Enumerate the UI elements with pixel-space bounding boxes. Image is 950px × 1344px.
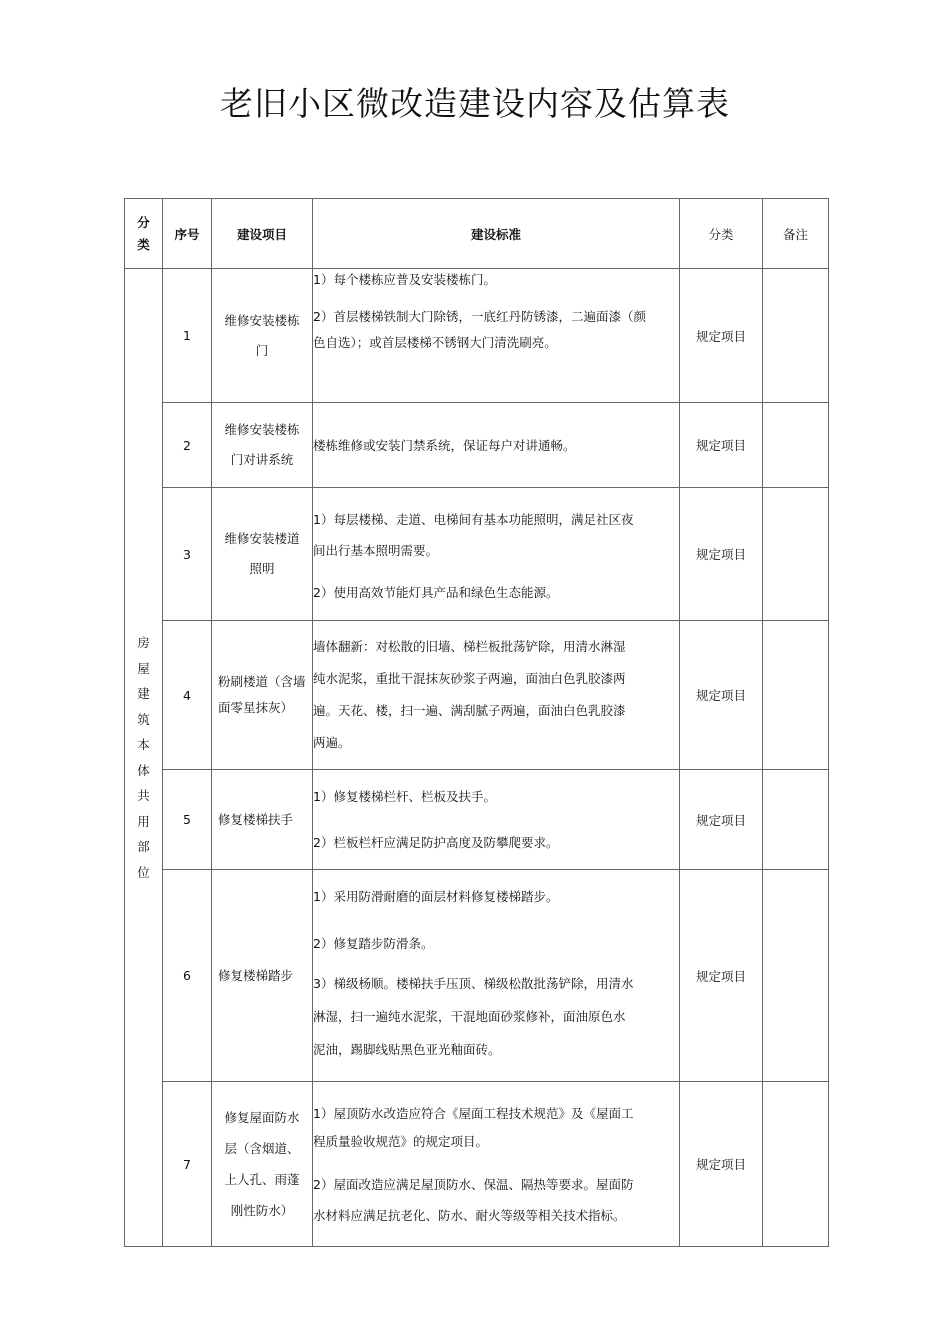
page-title: 老旧小区微改造建设内容及估算表 (220, 84, 730, 123)
remark-cell (763, 770, 829, 870)
category-group-cell (125, 269, 163, 1247)
item-cell: 修复楼梯扶手 (212, 770, 313, 870)
header-row (125, 199, 829, 269)
seq-cell: 3 (163, 488, 212, 621)
item-cell: 维修安装楼道 照明 (212, 488, 313, 621)
table-row (125, 621, 829, 770)
estimate-table (124, 198, 829, 1247)
standard-cell: 1）每个楼栋应普及安装楼栋门。 2）首层楼梯铁制大门除锈，一底红丹防锈漆，二遍面漆（颜 色自选）；或首层楼梯不锈钢大门清洗刷亮。 (313, 269, 680, 403)
header-seq: 序号 (163, 199, 212, 269)
type-cell: 规定项目 (680, 488, 763, 621)
table-row (125, 770, 829, 870)
remark-cell (763, 1082, 829, 1247)
item-cell: 修复屋面防水 层（含烟道、 上人孔、雨蓬 刚性防水） (212, 1082, 313, 1247)
type-cell: 规定项目 (680, 269, 763, 403)
seq-cell: 7 (163, 1082, 212, 1247)
standard-cell: 墙体翻新：对松散的旧墙、梯栏板批荡铲除，用清水淋湿 纯水泥浆，重批干混抹灰砂浆子两遍，面油白色乳胶漆两 遍。天花、楼，扫一遍、满刮腻子两遍，面油白色乳胶漆 两遍。 (313, 621, 680, 770)
type-cell: 规定项目 (680, 1082, 763, 1247)
remark-cell (763, 269, 829, 403)
remark-cell (763, 488, 829, 621)
header-type: 分类 (680, 199, 763, 269)
remark-cell (763, 403, 829, 488)
item-cell: 维修安装楼栋 门对讲系统 (212, 403, 313, 488)
seq-cell: 6 (163, 870, 212, 1082)
item-cell: 修复楼梯踏步 (212, 870, 313, 1082)
item-cell: 粉刷楼道（含墙 面零星抹灰） (212, 621, 313, 770)
table-row (125, 403, 829, 488)
standard-cell: 楼栋维修或安装门禁系统，保证每户对讲通畅。 (313, 403, 680, 488)
seq-cell: 4 (163, 621, 212, 770)
standard-cell: 1）屋顶防水改造应符合《屋面工程技术规范》及《屋面工 程质量验收规范》的规定项目。 2）屋面改造应满足屋顶防水、保温、隔热等要求。屋面防 水材料应满足抗老化、防水、耐火等级等相关技术指标。 (313, 1082, 680, 1247)
type-cell: 规定项目 (680, 621, 763, 770)
seq-cell: 1 (163, 269, 212, 403)
remark-cell (763, 870, 829, 1082)
standard-cell: 1）每层楼梯、走道、电梯间有基本功能照明，满足社区夜 间出行基本照明需要。 2）使用高效节能灯具产品和绿色生态能源。 (313, 488, 680, 621)
item-cell: 维修安装楼栋 门 (212, 269, 313, 403)
standard-cell: 1）修复楼梯栏杆、栏板及扶手。 2）栏板栏杆应满足防护高度及防攀爬要求。 (313, 770, 680, 870)
header-remark: 备注 (763, 199, 829, 269)
type-cell: 规定项目 (680, 403, 763, 488)
table-row (125, 269, 829, 403)
header-item: 建设项目 (212, 199, 313, 269)
table-row (125, 1082, 829, 1247)
remark-cell (763, 621, 829, 770)
type-cell: 规定项目 (680, 770, 763, 870)
standard-cell: 1）采用防滑耐磨的面层材料修复楼梯踏步。 2）修复踏步防滑条。 3）梯级杨顺。楼梯扶手压顶、梯级松散批荡铲除，用清水 淋湿，扫一遍纯水泥浆，干混地面砂浆修补，面油原色水 泥油，踢脚线贴黑色亚光釉面砖。 (313, 870, 680, 1082)
header-standard: 建设标准 (313, 199, 680, 269)
type-cell: 规定项目 (680, 870, 763, 1082)
table-row (125, 870, 829, 1082)
table-row (125, 488, 829, 621)
seq-cell: 2 (163, 403, 212, 488)
header-category: 分类 (125, 199, 163, 269)
category-group-label: 房屋建筑本体共用部位 (137, 635, 150, 880)
seq-cell: 5 (163, 770, 212, 870)
